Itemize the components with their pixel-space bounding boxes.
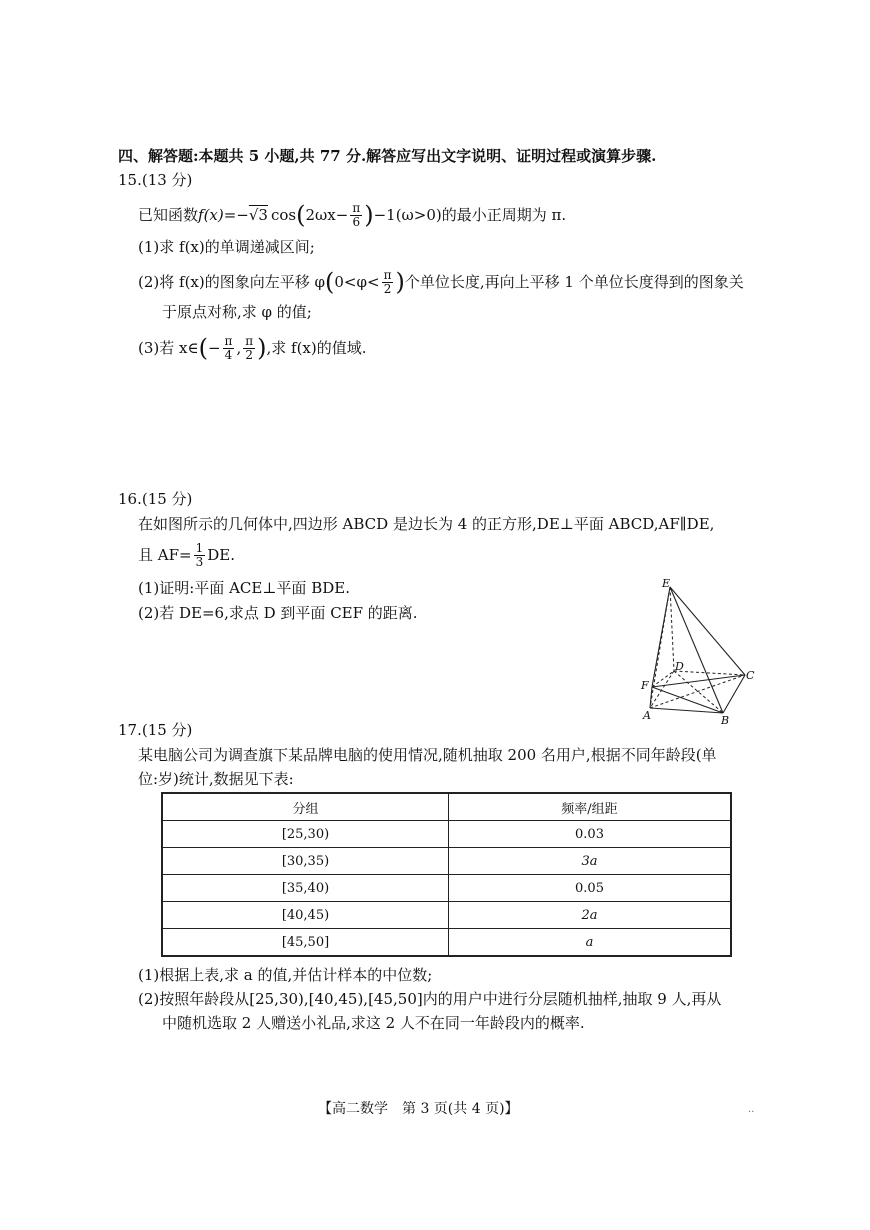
footer-mark: .. <box>748 1104 755 1115</box>
q15-p3-frac2-den: 2 <box>245 347 253 362</box>
edge-DB <box>674 671 723 713</box>
page-footer: 【高二数学 第 3 页(共 4 页)】 <box>318 1101 519 1117</box>
q15-part3 <box>138 333 367 363</box>
table-row <box>162 875 731 902</box>
table-cell-value: 3a <box>449 848 732 875</box>
q15-part1: (1)求 f(x)的单调递减区间; <box>138 238 315 256</box>
q15-cos: cos <box>270 206 297 224</box>
q15-p3-a: (3)若 x∈ <box>138 339 199 357</box>
q15-p2-b: 0<φ< <box>334 273 380 291</box>
table-row <box>162 848 731 875</box>
label-A: A <box>643 709 651 722</box>
q15-p3-frac1-den: 4 <box>224 347 233 362</box>
q15-paren-close: ) <box>364 201 374 229</box>
q16-part1: (1)证明:平面 ACE⊥平面 BDE. <box>138 579 350 597</box>
label-D: D <box>675 660 684 673</box>
q15-p3-paren-open: ( <box>198 334 208 362</box>
label-C: C <box>746 669 755 682</box>
q15-number: 15.(13 分) <box>118 171 193 189</box>
q15-part2-cont: 于原点对称,求 φ 的值; <box>162 303 312 321</box>
q15-intro-b: =− <box>223 206 249 224</box>
label-E: E <box>662 577 671 590</box>
edge-DC <box>674 671 745 675</box>
q16-frac-num: 1 <box>195 540 204 555</box>
q16-number: 16.(15 分) <box>118 490 193 508</box>
table-cell-value: a <box>449 929 732 957</box>
section-heading: 四、解答题:本题共 5 小题,共 77 分.解答应写出文字说明、证明过程或演算步骤. <box>118 147 657 165</box>
q15-p2-paren-open: ( <box>325 268 335 296</box>
table-cell-value: 0.05 <box>449 875 732 902</box>
table-row <box>162 821 731 848</box>
q15-p3-frac1-num: π <box>224 333 233 348</box>
q17-number: 17.(15 分) <box>118 721 193 739</box>
table-row <box>162 902 731 929</box>
q15-paren-open: ( <box>296 201 306 229</box>
q15-intro <box>138 200 566 230</box>
q15-p2-frac-den: 2 <box>383 281 392 296</box>
q15-p3-frac1 <box>223 335 235 362</box>
edge-EF <box>652 587 670 687</box>
q15-p2-c: 个单位长度,再向上平移 1 个单位长度得到的图象关 <box>404 273 744 291</box>
table-cell-group: [40,45) <box>162 902 449 929</box>
q17-part2: (2)按照年龄段从[25,30),[40,45),[45,50]内的用户中进行分层随机抽样,抽取 9 人,再从 <box>138 990 722 1008</box>
table-cell-group: [30,35) <box>162 848 449 875</box>
q15-p3-paren-close: ) <box>257 334 267 362</box>
table-cell-group: [35,40) <box>162 875 449 902</box>
edge-BC <box>723 675 745 713</box>
edge-EB <box>670 587 723 713</box>
q15-p3-b: − <box>207 339 221 357</box>
geometry-figure <box>630 575 770 730</box>
q15-p3-frac2 <box>243 335 255 362</box>
q15-p3-comma: , <box>236 339 242 357</box>
q15-frac-den: 6 <box>352 214 361 229</box>
q15-p2-paren-close: ) <box>395 268 405 296</box>
q16-line2 <box>138 540 235 570</box>
q16-frac <box>194 542 206 569</box>
table-row <box>162 929 731 957</box>
label-F: F <box>641 679 649 692</box>
label-B: B <box>721 714 730 727</box>
q15-frac-num: π <box>352 200 361 215</box>
q15-sqrt3: √3 <box>248 206 268 224</box>
q15-p2-a: (2)将 f(x)的图象向左平移 φ <box>138 273 326 291</box>
q15-intro-c: −1(ω>0)的最小正周期为 π. <box>373 206 567 224</box>
q15-part2 <box>138 267 744 297</box>
table-cell-value: 2a <box>449 902 732 929</box>
q17-part1: (1)根据上表,求 a 的值,并估计样本的中位数; <box>138 966 433 984</box>
q17-line1: 某电脑公司为调查旗下某品牌电脑的使用情况,随机抽取 200 名用户,根据不同年龄段(单 <box>138 746 717 764</box>
q17-part2-cont: 中随机选取 2 人赠送小礼品,求这 2 人不在同一年龄段内的概率. <box>162 1014 585 1032</box>
q16-part2: (2)若 DE=6,求点 D 到平面 CEF 的距离. <box>138 604 418 622</box>
table-cell-group: [45,50] <box>162 929 449 957</box>
q17-line2: 位:岁)统计,数据见下表: <box>138 770 294 788</box>
table-cell-value: 0.03 <box>449 821 732 848</box>
q15-fx: f(x) <box>198 206 224 224</box>
table-header-row <box>162 793 731 821</box>
q16-frac-den: 3 <box>195 554 204 569</box>
q15-arg-a: 2ωx− <box>305 206 349 224</box>
q15-p3-c: ,求 f(x)的值域. <box>266 339 367 357</box>
age-frequency-table <box>161 792 732 957</box>
table-header-group: 分组 <box>162 793 449 821</box>
edge-ED <box>670 587 674 671</box>
q16-line2-a: 且 AF= <box>138 546 192 564</box>
q15-frac-pi6 <box>350 202 362 229</box>
q16-line2-b: DE. <box>207 546 235 564</box>
table-header-frequency: 频率/组距 <box>449 793 732 821</box>
q15-intro-a: 已知函数 <box>138 206 199 224</box>
q15-p2-frac <box>382 269 394 296</box>
table-cell-group: [25,30) <box>162 821 449 848</box>
q15-p2-frac-num: π <box>383 267 392 282</box>
q16-line1: 在如图所示的几何体中,四边形 ABCD 是边长为 4 的正方形,DE⊥平面 ABCD,AF∥DE, <box>138 515 715 533</box>
q15-p3-frac2-num: π <box>245 333 254 348</box>
